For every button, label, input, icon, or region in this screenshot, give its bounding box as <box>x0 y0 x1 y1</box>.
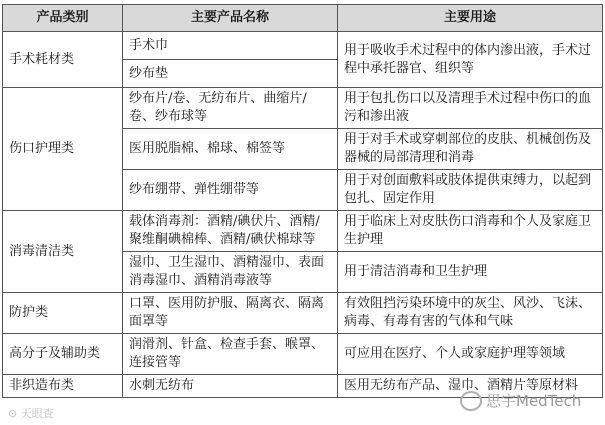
header-row <box>3 5 603 32</box>
table-row <box>3 32 603 60</box>
usage-cell: 用于清洁消毒和卫生护理 <box>338 252 603 293</box>
usage-cell: 医用无纺布产品、湿巾、酒精片等原材料 <box>338 375 603 398</box>
product-cell: 水刺无纺布 <box>123 375 338 398</box>
category-cell: 消毒清洁类 <box>3 211 123 293</box>
watermark-right <box>460 390 581 411</box>
product-cell: 口罩、医用防护服、隔离衣、隔离面罩等 <box>123 293 338 334</box>
product-cell: 湿巾、卫生湿巾、酒精湿巾、表面消毒湿巾、酒精消毒液等 <box>123 252 338 293</box>
products-table <box>2 4 603 398</box>
watermark-right-text: 思宇MedTech <box>486 392 582 410</box>
wechat-icon <box>460 391 482 411</box>
usage-cell: 可应用在医疗、个人或家庭护理等领域 <box>338 334 603 375</box>
usage-cell: 用于包扎伤口以及清理手术过程中伤口的血污和渗出液 <box>338 88 603 129</box>
category-cell: 防护类 <box>3 293 123 334</box>
product-cell: 润滑剂、针盒、检查手套、喉罩、连接管等 <box>123 334 338 375</box>
category-cell: 高分子及辅助类 <box>3 334 123 375</box>
table-row <box>3 88 603 129</box>
product-cell: 纱布垫 <box>123 60 338 88</box>
product-cell: 手术巾 <box>123 32 338 60</box>
watermark-left: ⊙ 天眼查 <box>8 407 54 420</box>
product-cell: 载体消毒剂：酒精/碘伏片、酒精/聚维酮碘棉棒、酒精/碘伏棉球等 <box>123 211 338 252</box>
usage-cell: 用于临床上对皮肤伤口消毒和个人及家庭卫生护理 <box>338 211 603 252</box>
category-cell: 非织造布类 <box>3 375 123 398</box>
category-cell: 手术耗材类 <box>3 32 123 88</box>
product-cell: 医用脱脂棉、棉球、棉签等 <box>123 129 338 170</box>
usage-cell: 用于对创面敷料或肢体提供束缚力，以起到包扎、固定作用 <box>338 170 603 211</box>
usage-cell: 用于对手术或穿刺部位的皮肤、机械创伤及器械的局部清理和消毒 <box>338 129 603 170</box>
table-row <box>3 334 603 375</box>
product-cell: 纱布片/卷、无纺布片、曲缩片/卷、纱布球等 <box>123 88 338 129</box>
header-usage: 主要用途 <box>338 5 603 32</box>
usage-cell: 有效阻挡污染环境中的灰尘、风沙、飞沫、病毒、有毒有害的气体和气味 <box>338 293 603 334</box>
product-cell: 纱布绷带、弹性绷带等 <box>123 170 338 211</box>
header-product: 主要产品名称 <box>123 5 338 32</box>
table-row <box>3 293 603 334</box>
header-category: 产品类别 <box>3 5 123 32</box>
category-cell: 伤口护理类 <box>3 88 123 211</box>
table-row <box>3 211 603 252</box>
usage-cell: 用于吸收手术过程中的体内渗出液，手术过程中承托器官、组织等 <box>338 32 603 88</box>
